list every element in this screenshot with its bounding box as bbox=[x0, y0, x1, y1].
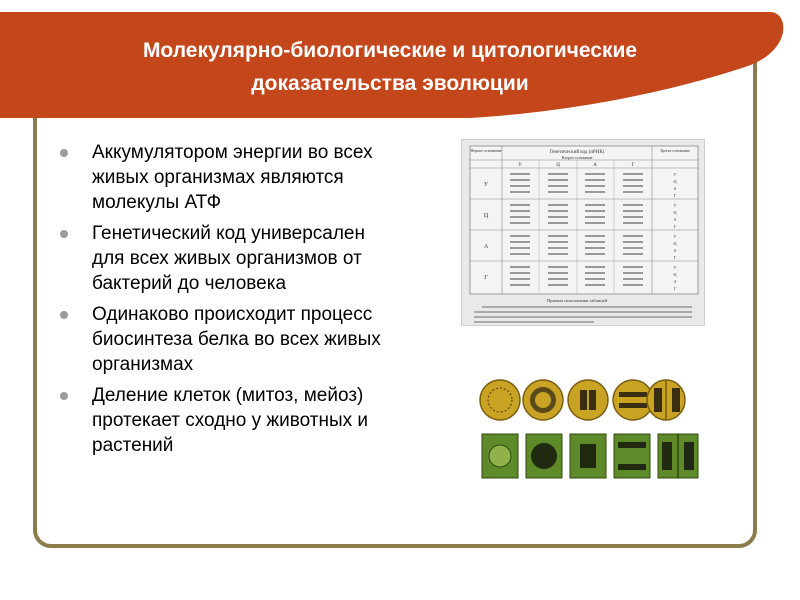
svg-text:Ц: Ц bbox=[673, 179, 677, 184]
slide-title-line2: доказательства эволюции bbox=[251, 72, 529, 95]
svg-text:У: У bbox=[673, 172, 677, 177]
svg-text:У: У bbox=[518, 163, 522, 168]
bullet-text: Одинаково происходит процесс биосинтеза белка во всех живых организмах bbox=[92, 304, 381, 375]
slide-title bbox=[40, 34, 740, 100]
svg-text:У: У bbox=[673, 203, 677, 208]
svg-text:Г: Г bbox=[673, 224, 677, 229]
svg-text:Г: Г bbox=[673, 193, 677, 198]
svg-text:Ц: Ц bbox=[673, 272, 677, 277]
table-rules-title: Правила пользования таблицей bbox=[546, 298, 608, 303]
svg-text:А: А bbox=[483, 244, 489, 250]
svg-text:У: У bbox=[483, 182, 489, 188]
bullet-item bbox=[60, 140, 390, 215]
slide-title-line1: Молекулярно-биологические и цитологические bbox=[142, 39, 638, 62]
bullet-text: Аккумулятором энергии во всех живых организмах являются молекулы АТФ bbox=[92, 142, 373, 213]
bullet-dot-icon bbox=[60, 392, 68, 400]
svg-text:Г: Г bbox=[673, 286, 677, 291]
table-header-second: Второе основание bbox=[561, 155, 593, 160]
table-header-third: Третье основание bbox=[659, 148, 691, 153]
svg-text:У: У bbox=[673, 234, 677, 239]
svg-text:А: А bbox=[673, 217, 677, 222]
bullet-list bbox=[60, 140, 390, 464]
bullet-text: Деление клеток (митоз, мейоз) протекает сходно у животных и растений bbox=[92, 385, 369, 456]
cell-division-image bbox=[478, 372, 702, 490]
svg-text:Ц: Ц bbox=[673, 241, 677, 246]
svg-text:Ц: Ц bbox=[483, 213, 489, 219]
table-caption: Генетический код (иРНК) bbox=[549, 150, 605, 155]
svg-text:Ц: Ц bbox=[556, 163, 560, 168]
bullet-dot-icon bbox=[60, 230, 68, 238]
table-header-first: Первое основание bbox=[470, 148, 502, 153]
title-banner bbox=[0, 12, 800, 118]
bullet-item bbox=[60, 383, 390, 458]
bullet-dot-icon bbox=[60, 311, 68, 319]
genetic-code-table-image bbox=[461, 139, 705, 326]
svg-text:А: А bbox=[673, 279, 677, 284]
bullet-item bbox=[60, 302, 390, 377]
svg-text:А: А bbox=[593, 163, 597, 168]
bullet-text: Генетический код универсален для всех живых организмов от бактерий до человека bbox=[92, 223, 365, 294]
bullet-dot-icon bbox=[60, 149, 68, 157]
svg-text:Г: Г bbox=[484, 275, 488, 281]
svg-text:А: А bbox=[673, 248, 677, 253]
svg-text:Ц: Ц bbox=[673, 210, 677, 215]
svg-text:А: А bbox=[673, 186, 677, 191]
bullet-item bbox=[60, 221, 390, 296]
svg-text:Г: Г bbox=[673, 255, 677, 260]
svg-text:У: У bbox=[673, 265, 677, 270]
svg-text:Г: Г bbox=[631, 163, 635, 168]
